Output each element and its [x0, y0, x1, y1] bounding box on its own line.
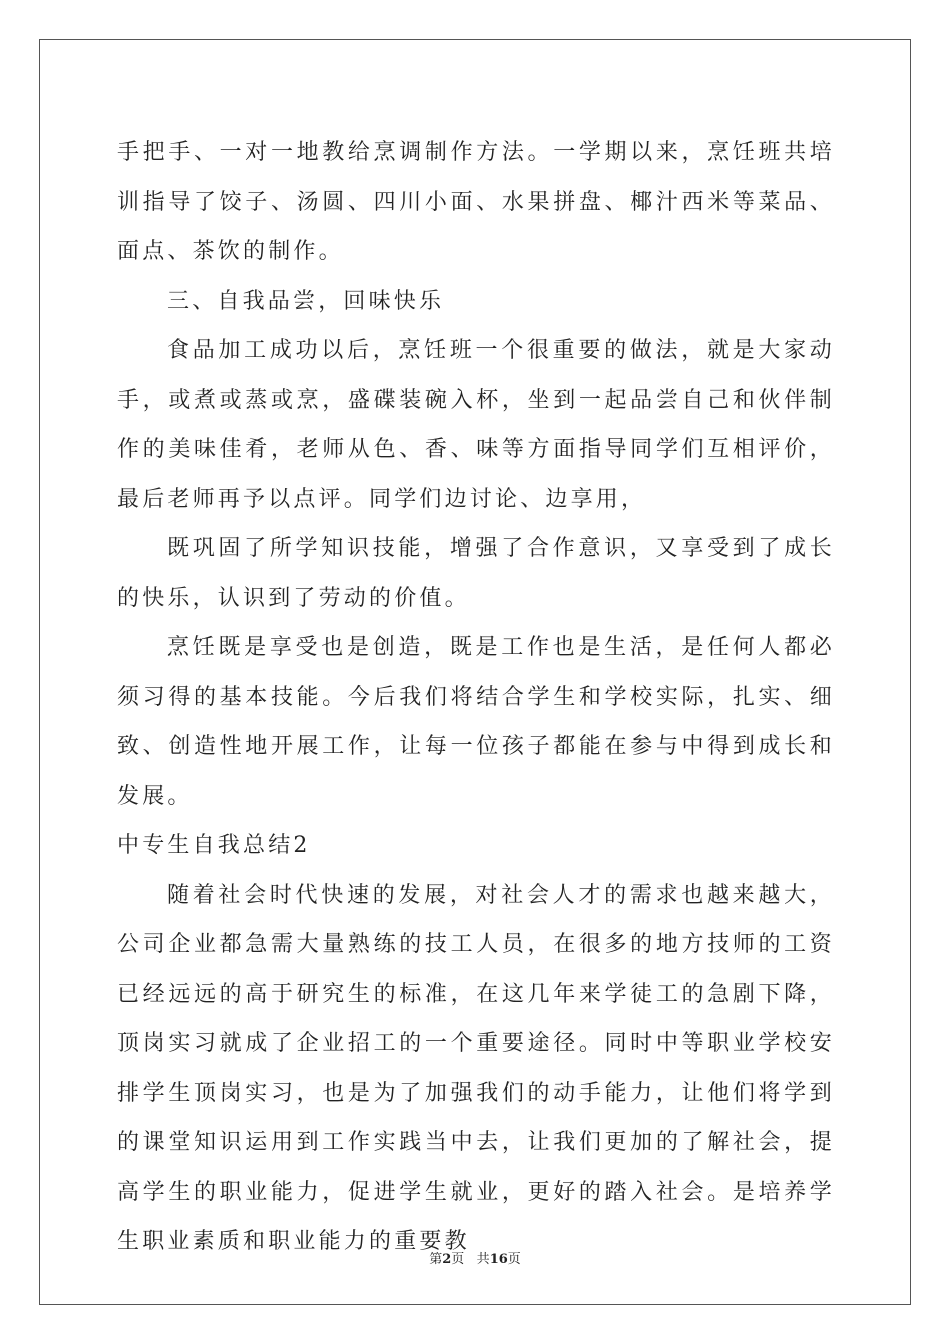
total-prefix: 共 [476, 1252, 490, 1267]
article-title-2: 中专生自我总结2 [117, 833, 311, 858]
page-footer [0, 1248, 950, 1267]
paragraph-1: 手把手、一对一地教给烹调制作方法。一学期以来，烹饪班共培训指导了饺子、汤圆、四川小面、水果拼盘、椰汁西米等菜品、面点、茶饮的制作。 [117, 140, 835, 264]
page-suffix: 页 [451, 1252, 465, 1267]
page-number: 2 [442, 1252, 452, 1267]
total-pages: 16 [489, 1252, 508, 1267]
paragraph-4: 烹饪既是享受也是创造，既是工作也是生活，是任何人都必须习得的基本技能。今后我们将结合学生和学校实际，扎实、细致、创造性地开展工作，让每一位孩子都能在参与中得到成长和发展。 [117, 635, 835, 809]
total-suffix: 页 [507, 1252, 521, 1267]
paragraph-2: 食品加工成功以后，烹饪班一个很重要的做法，就是大家动手，或煮或蒸或烹，盛碟装碗入杯，坐到一起品尝自己和伙伴制作的美味佳肴，老师从色、香、味等方面指导同学们互相评价，最后老师再予以点评。同学们边讨论、边享用， [117, 338, 835, 512]
section-heading-3: 三、自我品尝，回味快乐 [167, 288, 445, 314]
document-body [117, 128, 835, 1267]
page-prefix: 第 [429, 1252, 443, 1267]
paragraph-5: 随着社会时代快速的发展，对社会人才的需求也越来越大，公司企业都急需大量熟练的技工人员，在很多的地方技师的工资已经远远的高于研究生的标准，在这几年来学徒工的急剧下降，顶岗实习就成了企业招工的一个重要途径。同时中等职业学校安排学生顶岗实习，也是为了加强我们的动手能力，让他们将学到的课堂知识运用到工作实践当中去，让我们更加的了解社会，提高学生的职业能力，促进学生就业，更好的踏入社会。是培养学生职业素质和职业能力的重要教 [117, 882, 835, 1254]
paragraph-3: 既巩固了所学知识技能，增强了合作意识，又享受到了成长的快乐，认识到了劳动的价值。 [117, 536, 835, 611]
